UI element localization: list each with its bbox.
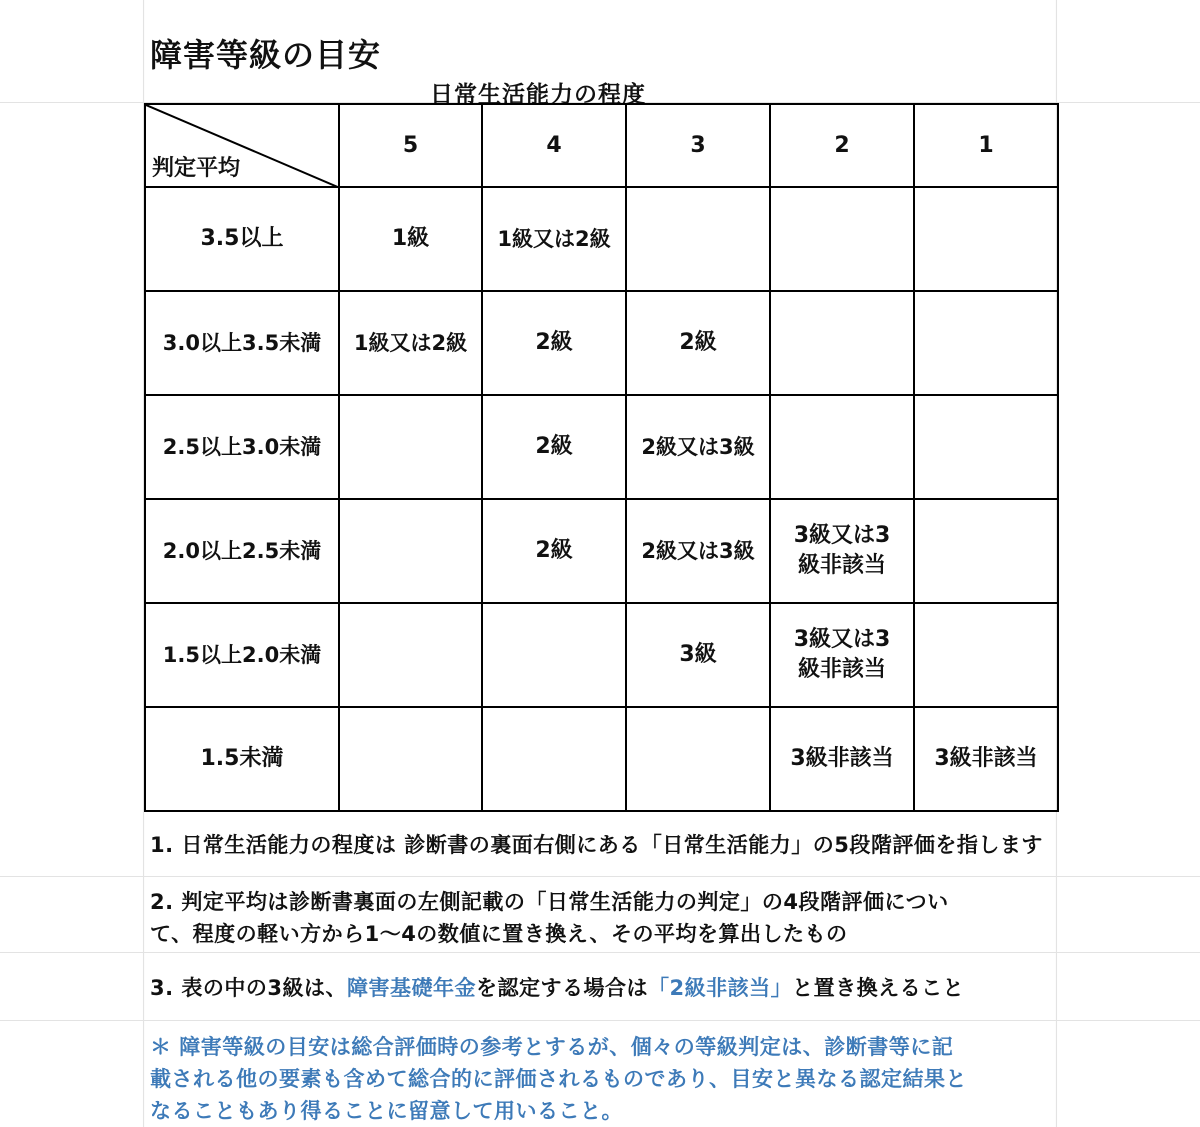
sheet-gridline — [0, 876, 1200, 877]
note-2-line-1: 2. 判定平均は診断書裏面の左側記載の「日常生活能力の判定」の4段階評価につい — [150, 890, 949, 914]
table-cell — [914, 603, 1058, 707]
column-header: 4 — [482, 104, 626, 187]
sheet-gridline — [0, 952, 1200, 953]
table-row — [145, 499, 1058, 603]
table-cell: 1級 — [339, 187, 482, 291]
table-row — [145, 603, 1058, 707]
note-4-line-1: ＊ 障害等級の目安は総合評価時の参考とするが、個々の等級判定は、診断書等に記 — [150, 1035, 954, 1059]
table-cell: 2級又は3級 — [626, 395, 770, 499]
table-cell: 1級又は2級 — [339, 291, 482, 395]
note-1: 1. 日常生活能力の程度は 診断書の裏面右側にある「日常生活能力」の5段階評価を指します — [150, 833, 1043, 857]
note-3-highlight-basic-pension: 障害基礎年金 — [347, 976, 477, 1000]
row-header: 2.5以上3.0未満 — [145, 395, 339, 499]
row-axis-label: 判定平均 — [152, 156, 241, 182]
table-cell — [482, 603, 626, 707]
page-title: 障害等級の目安 — [150, 36, 382, 74]
column-header: 2 — [770, 104, 914, 187]
note-3 — [150, 972, 964, 1004]
table-cell — [339, 395, 482, 499]
table-cell: 2級 — [626, 291, 770, 395]
note-3-suffix: と置き換えること — [792, 976, 965, 1000]
table-cell: 2級又は3級 — [626, 499, 770, 603]
table-cell — [626, 707, 770, 811]
note-4-line-3: なることもあり得ることに留意して用いること。 — [150, 1099, 623, 1123]
table-cell — [339, 603, 482, 707]
table-cell: 3級 — [626, 603, 770, 707]
row-header: 1.5未満 — [145, 707, 339, 811]
table-cell — [914, 499, 1058, 603]
table-cell — [914, 187, 1058, 291]
note-4 — [150, 1031, 967, 1127]
row-header: 3.0以上3.5未満 — [145, 291, 339, 395]
note-3-highlight-grade: 「2級非該当」 — [648, 976, 793, 1000]
table-cell: 2級 — [482, 291, 626, 395]
table-cell — [914, 291, 1058, 395]
table-cell: 3級又は3級非該当 — [770, 499, 914, 603]
column-header: 1 — [914, 104, 1058, 187]
table-row — [145, 395, 1058, 499]
note-3-prefix: 3. 表の中の3級は、 — [150, 976, 348, 1000]
table-cell: 1級又は2級 — [482, 187, 626, 291]
table-cell — [914, 395, 1058, 499]
table-cell — [626, 187, 770, 291]
table-cell — [770, 291, 914, 395]
column-header: 5 — [339, 104, 482, 187]
table-cell: 3級非該当 — [914, 707, 1058, 811]
note-2 — [150, 886, 949, 950]
row-header: 3.5以上 — [145, 187, 339, 291]
table-cell — [339, 499, 482, 603]
grade-table — [144, 103, 1059, 812]
table-row — [145, 291, 1058, 395]
table-cell: 2級 — [482, 499, 626, 603]
table-header-row — [145, 104, 1058, 187]
sheet-gridline — [0, 1020, 1200, 1021]
table-row — [145, 187, 1058, 291]
table-cell: 3級又は3級非該当 — [770, 603, 914, 707]
table-cell: 3級非該当 — [770, 707, 914, 811]
table-cell — [482, 707, 626, 811]
table-cell — [339, 707, 482, 811]
note-3-middle: を認定する場合は — [476, 976, 649, 1000]
table-cell — [770, 187, 914, 291]
row-header: 2.0以上2.5未満 — [145, 499, 339, 603]
corner-header-cell — [145, 104, 339, 187]
table-cell — [770, 395, 914, 499]
table-row — [145, 707, 1058, 811]
note-4-line-2: 載される他の要素も含めて総合的に評価されるものであり、目安と異なる認定結果と — [150, 1067, 967, 1091]
table-column-group-title: 日常生活能力の程度 — [430, 82, 646, 108]
table-cell: 2級 — [482, 395, 626, 499]
column-header: 3 — [626, 104, 770, 187]
row-header: 1.5以上2.0未満 — [145, 603, 339, 707]
note-2-line-2: て、程度の軽い方から1～4の数値に置き換え、その平均を算出したもの — [150, 922, 848, 946]
